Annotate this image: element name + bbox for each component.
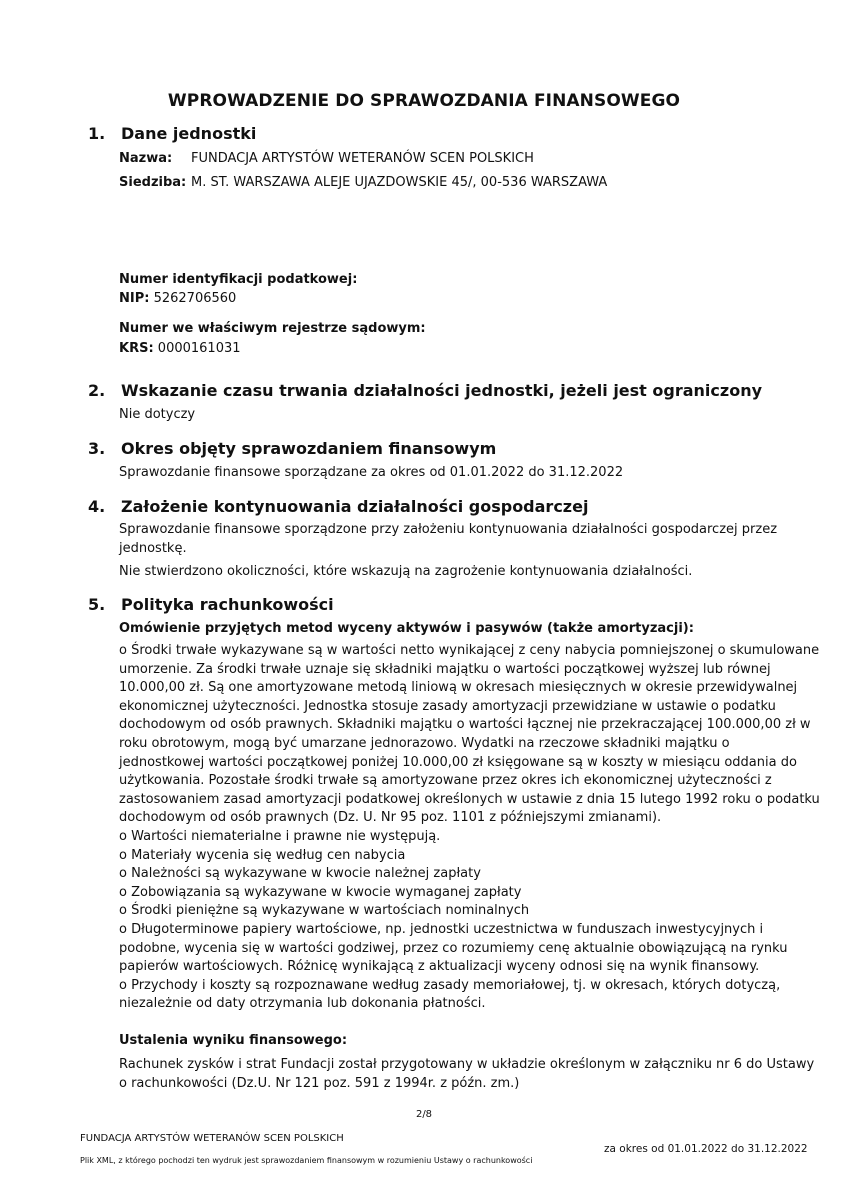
policy-line: zastosowaniem zasad amortyzacji podatkowej określonych w ustawie z dnia 15 lutego 1992 roku o podatku (119, 791, 820, 807)
policy-line: ekonomicznej użyteczności. Jednostka stosuje zasady amortyzacji przewidziane w ustawie o podatku (119, 698, 776, 714)
section-1-number: 1. (88, 124, 106, 143)
policy-line: o Środki trwałe wykazywane są w wartości netto wynikającej z ceny nabycia pomniejszonej o skumulowane (119, 643, 820, 658)
section-4-paragraph-1-line-2: jednostkę. (119, 541, 187, 556)
section-4-title: Założenie kontynuowania działalności gospodarczej (121, 497, 589, 516)
policy-line: umorzenie. Za środki trwałe uznaje się składniki majątku o wartości początkowej wyższej lub równej (119, 661, 771, 677)
policy-line: niezależnie od daty otrzymania lub dokonania płatności. (119, 996, 486, 1012)
section-5-title: Polityka rachunkowości (121, 595, 334, 614)
krs-value: 0000161031 (157, 341, 241, 356)
section-5-number: 5. (88, 595, 106, 614)
section-3-text: Sprawozdanie finansowe sporządzane za okres od 01.01.2022 do 31.12.2022 (119, 465, 624, 480)
result-line-2: o rachunkowości (Dz.U. Nr 121 poz. 591 z 1994r. z późn. zm.) (119, 1076, 520, 1091)
krs-label: KRS: (119, 341, 154, 356)
footer-period: za okres od 01.01.2022 do 31.12.2022 (604, 1143, 808, 1155)
policy-line: jednostkowej wartości początkowej poniżej 10.000,00 zł księgowane są w koszty w miesiącu oddania do (119, 754, 797, 770)
section-4-paragraph-1-line-1: Sprawozdanie finansowe sporządzone przy założeniu kontynuowania działalności gospodarczej przez (119, 522, 778, 537)
section-2-heading (88, 381, 762, 400)
page-number: 2/8 (415, 1109, 433, 1120)
policy-line: dochodowym od osób prawnych (Dz. U. Nr 95 poz. 1101 z późniejszymi zmianami). (119, 810, 662, 826)
document-title: WPROWADZENIE DO SPRAWOZDANIA FINANSOWEGO (167, 91, 681, 111)
valuation-subheading: Omówienie przyjętych metod wyceny aktywów i pasywów (także amortyzacji): (119, 621, 694, 636)
policy-line: o Przychody i koszty są rozpoznawane według zasady memoriałowej, tj. w okresach, których dotyczą, (119, 977, 781, 993)
section-1-heading (88, 124, 256, 143)
section-4-number: 4. (88, 497, 106, 516)
policy-line: o Długoterminowe papiery wartościowe, np. jednostki uczestnictwa w funduszach inwestycyjnych i (119, 921, 764, 937)
nazwa-value: FUNDACJA ARTYSTÓW WETERANÓW SCEN POLSKICH (191, 151, 534, 166)
policy-line: 10.000,00 zł. Są one amortyzowane metodą liniową w okresach miesięcznych w okresie przewidywalnej (119, 680, 798, 696)
section-2-text: Nie dotyczy (119, 407, 196, 422)
section-2-number: 2. (88, 381, 106, 400)
krs-row (119, 340, 241, 359)
siedziba-label: Siedziba: (119, 175, 187, 190)
section-3-heading (88, 439, 496, 458)
policy-line: dochodowym od osób prawnych. Składniki majątku o wartości łącznej nie przekraczającej 100.000,00 zł w (119, 717, 811, 733)
siedziba-value: M. ST. WARSZAWA ALEJE UJAZDOWSKIE 45/, 00-536 WARSZAWA (191, 175, 608, 190)
nip-value: 5262706560 (153, 291, 237, 306)
nip-row (119, 290, 236, 309)
policy-line: o Środki pieniężne są wykazywane w wartościach nominalnych (119, 903, 530, 919)
result-subheading: Ustalenia wyniku finansowego: (119, 1033, 348, 1048)
policy-line: podobne, wycenia się w wartości godziwej, przez co rozumiemy cenę aktualnie obowiązującą na rynku (119, 940, 788, 956)
policy-line: papierów wartościowych. Różnicę wynikającą z aktualizacji wyceny odnosi się na wynik finansowy. (119, 959, 760, 975)
nazwa-row (119, 151, 534, 166)
policy-line: o Należności są wykazywane w kwocie należnej zapłaty (119, 866, 481, 882)
section-5-heading (88, 595, 334, 614)
siedziba-row (119, 175, 607, 190)
section-1-title: Dane jednostki (121, 124, 257, 143)
policy-line: roku obrotowym, mogą być umarzane jednorazowo. Wydatki na rzeczowe składniki majątku o (119, 735, 730, 751)
footer-organization: FUNDACJA ARTYSTÓW WETERANÓW SCEN POLSKICH (80, 1133, 344, 1144)
policy-line: użytkowania. Pozostałe środki trwałe są amortyzowane przez okres ich ekonomicznej użyteczności z (119, 773, 772, 789)
section-2-title: Wskazanie czasu trwania działalności jednostki, jeżeli jest ograniczony (121, 381, 763, 400)
result-line-1: Rachunek zysków i strat Fundacji został przygotowany w układzie określonym w załączniku nr 6 do Ustawy (119, 1057, 815, 1072)
policy-line: o Materiały wycenia się według cen nabycia (119, 847, 406, 863)
footer-xml-note: Plik XML, z którego pochodzi ten wydruk jest sprawozdaniem finansowym w rozumieniu Ustawy o rachunkowości (80, 1156, 533, 1165)
valuation-policy-text (119, 642, 820, 1014)
nip-label: NIP: (119, 291, 150, 306)
policy-line: o Wartości niematerialne i prawne nie występują. (119, 828, 441, 844)
section-4-paragraph-2: Nie stwierdzono okoliczności, które wskazują na zagrożenie kontynuowania działalności. (119, 564, 693, 579)
policy-line: o Zobowiązania są wykazywane w kwocie wymaganej zapłaty (119, 884, 522, 900)
nazwa-label: Nazwa: (119, 151, 173, 166)
section-4-heading (88, 497, 588, 516)
section-3-number: 3. (88, 439, 106, 458)
krs-heading: Numer we właściwym rejestrze sądowym: (119, 321, 426, 336)
nip-heading: Numer identyfikacji podatkowej: (119, 272, 358, 287)
section-3-title: Okres objęty sprawozdaniem finansowym (121, 439, 497, 458)
